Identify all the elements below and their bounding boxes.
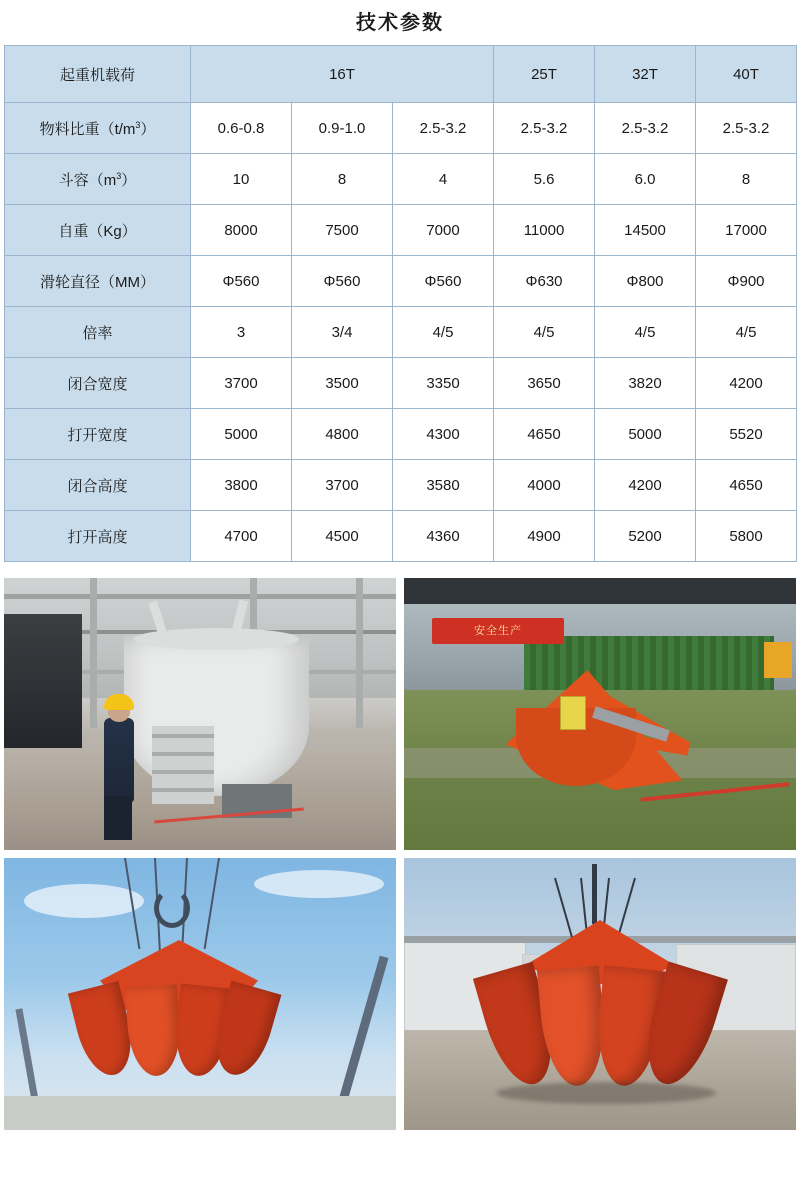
safety-helmet bbox=[104, 694, 134, 710]
table-cell: 14500 bbox=[595, 205, 696, 256]
dark-equipment bbox=[4, 614, 82, 754]
table-cell: 3800 bbox=[191, 460, 292, 511]
table-cell: 3820 bbox=[595, 358, 696, 409]
table-cell: 3700 bbox=[191, 358, 292, 409]
table-cell: Φ560 bbox=[292, 256, 393, 307]
row-label: 倍率 bbox=[5, 307, 191, 358]
control-panel bbox=[560, 696, 586, 730]
row-label: 斗容$(m^3)$ bbox=[5, 154, 191, 205]
table-cell: Φ900 bbox=[696, 256, 797, 307]
row-label: 打开高度 bbox=[5, 511, 191, 562]
table-row bbox=[5, 358, 797, 409]
table-cell: 4/5 bbox=[494, 307, 595, 358]
table-cell: 5200 bbox=[595, 511, 696, 562]
cloud bbox=[254, 870, 384, 898]
table-row bbox=[5, 307, 797, 358]
table-cell: 2.5-3.2 bbox=[595, 103, 696, 154]
table-cell: 3580 bbox=[393, 460, 494, 511]
table-header-row bbox=[5, 46, 797, 103]
product-photo-gallery bbox=[0, 578, 800, 1130]
grab-petal bbox=[125, 984, 183, 1077]
table-cell: 3/4 bbox=[292, 307, 393, 358]
table-cell: 4650 bbox=[696, 460, 797, 511]
table-row bbox=[5, 511, 797, 562]
table-cell: Φ630 bbox=[494, 256, 595, 307]
table-cell: 4/5 bbox=[595, 307, 696, 358]
header-group-25t: 25T bbox=[494, 46, 595, 103]
worker-legs bbox=[104, 796, 132, 840]
table-cell: Φ560 bbox=[191, 256, 292, 307]
worker bbox=[104, 718, 134, 802]
table-cell: 2.5-3.2 bbox=[393, 103, 494, 154]
table-cell: 3650 bbox=[494, 358, 595, 409]
safety-banner bbox=[432, 618, 564, 644]
table-cell: 8 bbox=[696, 154, 797, 205]
table-row bbox=[5, 256, 797, 307]
roof-beam bbox=[4, 594, 396, 599]
row-label: 打开宽度 bbox=[5, 409, 191, 460]
table-cell: 4/5 bbox=[696, 307, 797, 358]
table-row bbox=[5, 103, 797, 154]
row-label: 自重（Kg） bbox=[5, 205, 191, 256]
table-cell: 4900 bbox=[494, 511, 595, 562]
header-group-40t: 40T bbox=[696, 46, 797, 103]
table-cell: 4000 bbox=[494, 460, 595, 511]
lifting-rope bbox=[204, 858, 220, 949]
table-cell: 3 bbox=[191, 307, 292, 358]
table-cell: 4800 bbox=[292, 409, 393, 460]
table-cell: 4200 bbox=[595, 460, 696, 511]
photo-outdoor-orange-clamshell-grab bbox=[404, 578, 796, 850]
technical-parameters-table bbox=[4, 45, 797, 562]
table-cell: 4360 bbox=[393, 511, 494, 562]
cloud bbox=[24, 884, 144, 918]
distant-ground bbox=[4, 1096, 396, 1130]
table-cell: 4500 bbox=[292, 511, 393, 562]
table-cell: 3700 bbox=[292, 460, 393, 511]
grab-mast bbox=[592, 864, 597, 924]
row-label: 物料比重$(t/m^3)$ bbox=[5, 103, 191, 154]
workshop-column bbox=[356, 578, 363, 728]
table-cell: 4650 bbox=[494, 409, 595, 460]
table-cell: 4200 bbox=[696, 358, 797, 409]
shed-roof-shadow bbox=[404, 578, 796, 604]
crane-hook-icon bbox=[154, 888, 190, 928]
row-label: 滑轮直径（MM） bbox=[5, 256, 191, 307]
step-ladder bbox=[152, 726, 214, 804]
table-row bbox=[5, 205, 797, 256]
table-cell: 3500 bbox=[292, 358, 393, 409]
table-cell: Φ560 bbox=[393, 256, 494, 307]
row-label: 闭合高度 bbox=[5, 460, 191, 511]
table-cell: 7500 bbox=[292, 205, 393, 256]
yellow-vehicle bbox=[764, 642, 792, 678]
photo-hanging-orange-peel-grab bbox=[4, 858, 396, 1130]
table-cell: 5.6 bbox=[494, 154, 595, 205]
table-cell: 5000 bbox=[191, 409, 292, 460]
table-cell: 0.6-0.8 bbox=[191, 103, 292, 154]
table-cell: 10 bbox=[191, 154, 292, 205]
page-title: 技术参数 bbox=[356, 12, 444, 34]
safety-banner-text: 安全生产 bbox=[474, 625, 522, 637]
table-cell: Φ800 bbox=[595, 256, 696, 307]
table-cell: 3350 bbox=[393, 358, 494, 409]
table-cell: 4300 bbox=[393, 409, 494, 460]
header-group-16t: 16T bbox=[191, 46, 494, 103]
table-cell: 6.0 bbox=[595, 154, 696, 205]
table-cell: 5000 bbox=[595, 409, 696, 460]
table-cell: 4/5 bbox=[393, 307, 494, 358]
photo-yard-orange-peel-grab bbox=[404, 858, 796, 1130]
table-row bbox=[5, 409, 797, 460]
header-group-32t: 32T bbox=[595, 46, 696, 103]
table-cell: 2.5-3.2 bbox=[696, 103, 797, 154]
crane-boom bbox=[339, 956, 389, 1103]
table-cell: 17000 bbox=[696, 205, 797, 256]
table-cell: 8000 bbox=[191, 205, 292, 256]
table-row bbox=[5, 154, 797, 205]
ground-shadow bbox=[496, 1082, 716, 1104]
header-label-load: 起重机载荷 bbox=[5, 46, 191, 103]
table-cell: 2.5-3.2 bbox=[494, 103, 595, 154]
photo-workshop-white-clamshell-grab bbox=[4, 578, 396, 850]
table-cell: 7000 bbox=[393, 205, 494, 256]
table-cell: 11000 bbox=[494, 205, 595, 256]
table-cell: 8 bbox=[292, 154, 393, 205]
table-cell: 4700 bbox=[191, 511, 292, 562]
table-cell: 5520 bbox=[696, 409, 797, 460]
workshop-column bbox=[90, 578, 97, 728]
table-cell: 4 bbox=[393, 154, 494, 205]
table-cell: 0.9-1.0 bbox=[292, 103, 393, 154]
table-row bbox=[5, 460, 797, 511]
table-cell: 5800 bbox=[696, 511, 797, 562]
row-label: 闭合宽度 bbox=[5, 358, 191, 409]
